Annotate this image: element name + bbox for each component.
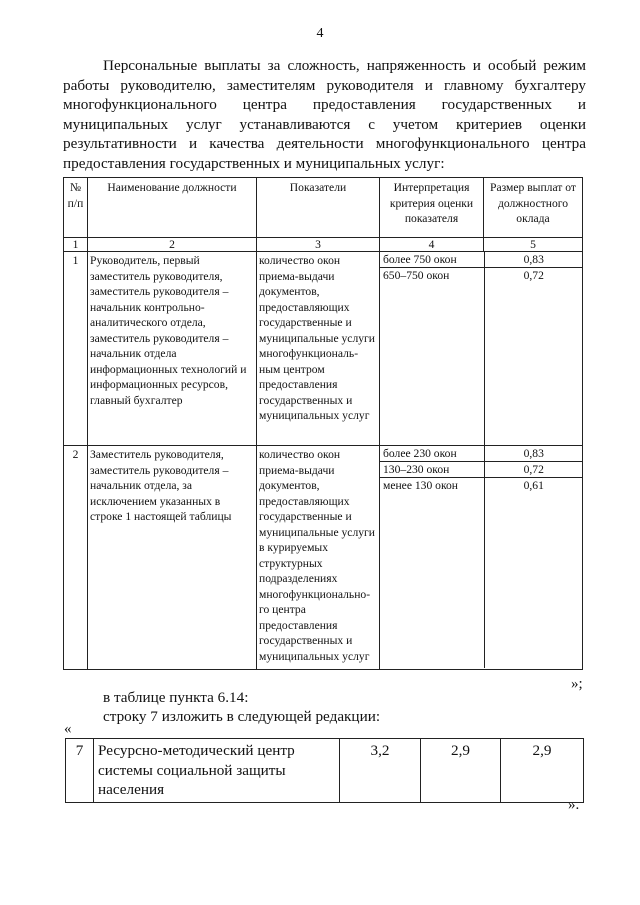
payments-table xyxy=(63,177,583,670)
row-number: 7 xyxy=(66,739,94,803)
criteria-cell xyxy=(380,446,583,670)
position-cell: Заместитель руководителя, заместитель руководителя – начальник отдела, за исключением указанных в строке 1 настоящей таблицы xyxy=(88,446,257,670)
column-number: 2 xyxy=(88,238,257,252)
value-cell: 2,9 xyxy=(501,739,584,803)
replacement-row-table xyxy=(65,738,584,803)
closing-quote: »; xyxy=(571,676,583,692)
amount: 0,83 xyxy=(484,446,583,462)
criteria-row xyxy=(380,268,583,446)
page-number: 4 xyxy=(316,26,324,41)
column-number: 1 xyxy=(64,238,88,252)
header-cell: Размер выплат от должностного оклада xyxy=(484,178,583,238)
position-cell: Руководитель, первый заместитель руководителя, заместитель руководителя – начальник контрольно-аналитического отдела, заместитель руководителя – начальник отдела информационных технологий и информационных ресурсов, главный бухгалтер xyxy=(88,252,257,446)
criteria-row xyxy=(380,478,583,669)
criteria-cell xyxy=(380,252,583,446)
value-cell: 3,2 xyxy=(340,739,421,803)
institution-name: Ресурсно-методический центр системы социальной защиты населения xyxy=(94,739,340,803)
amendment-line: в таблице пункта 6.14: xyxy=(103,689,249,706)
amount: 0,61 xyxy=(523,479,544,492)
amendment-line: строку 7 изложить в следующей редакции: xyxy=(103,708,381,725)
value-cell: 2,9 xyxy=(421,739,501,803)
interpretation: менее 130 окон xyxy=(380,478,484,669)
criteria-row xyxy=(380,462,583,478)
interpretation: 650–750 окон xyxy=(380,268,484,446)
amount: 0,83 xyxy=(484,252,583,268)
column-number: 4 xyxy=(380,238,484,252)
amount: 0,72 xyxy=(523,269,544,282)
table-row xyxy=(64,252,583,446)
indicator-cell: количество окон приема-выдачи документов, предоставляющих государственные и муниципальные услуги многофункциональ-ным центром предоставления государственных и муниципальных услуг xyxy=(257,252,380,446)
interpretation: более 230 окон xyxy=(380,446,484,462)
header-cell: № п/п xyxy=(64,178,88,238)
row-number: 1 xyxy=(64,252,88,446)
criteria-table xyxy=(380,252,583,445)
intro-text: Персональные выплаты за сложность, напряженность и особый режим работы руководителю, заместителям руководителя и главному бухгалтеру многофункционального центра предоставления государственных и муниципальных услуг устанавливаются с учетом критериев оценки результативности и качества деятельности многофункционального центра предоставления государственных и муниципальных услуг: xyxy=(63,57,586,172)
column-number: 5 xyxy=(484,238,583,252)
criteria-row xyxy=(380,252,583,268)
amount: 0,72 xyxy=(484,462,583,478)
table-header-row xyxy=(64,178,583,238)
header-cell: Интерпретация критерия оценки показателя xyxy=(380,178,484,238)
header-cell: Наименование должности xyxy=(88,178,257,238)
criteria-row xyxy=(380,446,583,462)
header-cell: Показатели xyxy=(257,178,380,238)
column-number-row xyxy=(64,238,583,252)
column-number: 3 xyxy=(257,238,380,252)
intro-paragraph xyxy=(63,56,586,174)
interpretation: 130–230 окон xyxy=(380,462,484,478)
row-number: 2 xyxy=(64,446,88,670)
interpretation: более 750 окон xyxy=(380,252,484,268)
criteria-table xyxy=(380,446,583,668)
table-row xyxy=(64,446,583,670)
indicator-cell: количество окон приема-выдачи документов, предоставляющих государственные и муниципальные услуги в курируемых структурных подразделениях многофункционально-го центра предоставления государственных и муниципальных услуг xyxy=(257,446,380,670)
closing-quote: ». xyxy=(568,797,580,813)
opening-quote: « xyxy=(64,721,72,737)
table-row xyxy=(66,739,584,803)
